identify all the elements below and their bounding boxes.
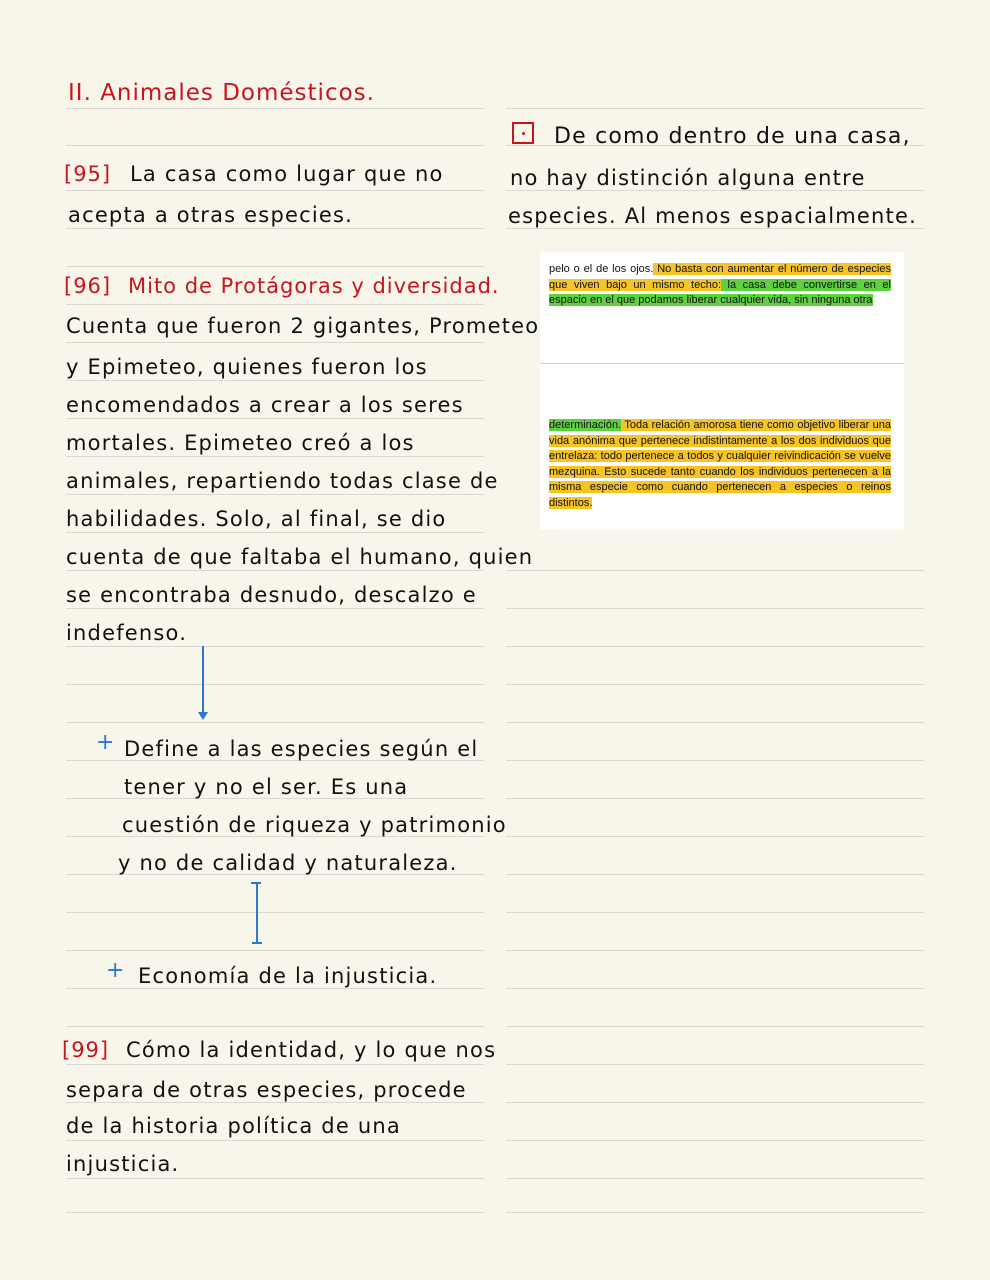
ruled-line	[66, 304, 484, 305]
note-ref: [95]	[64, 162, 112, 186]
note-line: y Epimeteo, quienes fueron los	[66, 355, 428, 379]
ruled-line	[66, 570, 484, 571]
ruled-line	[66, 684, 484, 685]
ruled-line	[66, 988, 484, 989]
todo-line: especies. Al menos espacialmente.	[508, 204, 917, 228]
ruled-line	[506, 190, 924, 191]
note-line: La casa como lugar que no	[130, 162, 444, 186]
ruled-line	[66, 1102, 484, 1103]
section-title: II. Animales Domésticos.	[68, 80, 375, 106]
yellow-highlight: Toda relación amorosa tiene como objetivo liberar una vida anónima que pertenece indistintamente a los dos individuos que entrelaza: todo pertenece a todos y cualquier reivindicación se vuelve mezquina. Esto sucede tanto cuando los individuos pertenecen a la misma especie como cuando pertenecen a especies o reinos distintos.	[549, 419, 891, 509]
checkbox-icon[interactable]	[512, 122, 534, 144]
ruled-line	[506, 684, 924, 685]
bullet-line: Economía de la injusticia.	[138, 964, 438, 988]
todo-line: no hay distinción alguna entre	[510, 166, 866, 190]
ruled-line	[66, 190, 484, 191]
note-line: cuenta de que faltaba el humano, quien	[66, 545, 534, 569]
ruled-line	[66, 1178, 484, 1179]
ruled-line	[66, 646, 484, 647]
bullet-line: y no de calidad y naturaleza.	[118, 851, 458, 875]
bullet-line: tener y no el ser. Es una	[124, 775, 409, 799]
yellow-highlight: No basta con aumentar el número de especies que viven bajo un mismo techo:	[549, 263, 891, 291]
ruled-line	[506, 1102, 924, 1103]
todo-line: De como dentro de una casa,	[554, 124, 911, 149]
ruled-line	[66, 494, 484, 495]
ruled-line	[506, 836, 924, 837]
ruled-line	[66, 380, 484, 381]
bullet-line: cuestión de riqueza y patrimonio	[122, 813, 507, 837]
note-heading: Mito de Protágoras y diversidad.	[128, 274, 500, 298]
ruled-line	[66, 1064, 484, 1065]
ruled-line	[506, 874, 924, 875]
ruled-line	[66, 1212, 484, 1213]
note-line: se encontraba desnudo, descalzo e	[66, 583, 477, 607]
arrow-end-icon	[252, 942, 262, 944]
plus-icon: +	[106, 958, 126, 983]
ruled-line	[506, 1140, 924, 1141]
ruled-line	[506, 570, 924, 571]
ruled-line	[506, 1064, 924, 1065]
note-line: separa de otras especies, procede	[66, 1078, 467, 1102]
ruled-line	[66, 532, 484, 533]
ruled-line	[66, 950, 484, 951]
ruled-line	[506, 646, 924, 647]
arrow-head-icon	[198, 712, 208, 720]
bullet-line: Define a las especies según el	[124, 737, 479, 761]
ruled-line	[506, 950, 924, 951]
note-ref: [96]	[64, 274, 112, 298]
note-line: animales, repartiendo todas clase de	[66, 469, 499, 493]
clipping-text	[549, 418, 891, 511]
ruled-line	[506, 1026, 924, 1027]
ruled-line	[506, 722, 924, 723]
down-arrow-icon	[202, 646, 204, 714]
note-line: Cuenta que fueron 2 gigantes, Prometeo	[66, 314, 540, 338]
book-clipping-1	[540, 252, 904, 364]
note-line: de la historia política de una	[66, 1114, 401, 1138]
green-highlight: determinación.	[549, 419, 622, 431]
ruled-line	[66, 456, 484, 457]
ruled-line	[506, 988, 924, 989]
note-line: habilidades. Solo, al final, se dio	[66, 507, 447, 531]
ruled-line	[66, 145, 484, 146]
note-line: injusticia.	[66, 1152, 180, 1176]
ruled-line	[66, 608, 484, 609]
note-line: mortales. Epimeteo creó a los	[66, 431, 415, 455]
ruled-line	[66, 912, 484, 913]
book-clipping-2	[540, 364, 904, 530]
plus-icon: +	[96, 730, 116, 755]
ruled-line	[66, 418, 484, 419]
note-ref: [99]	[62, 1038, 110, 1062]
ruled-line	[506, 1212, 924, 1213]
plain-text: pelo o el de los ojos.	[549, 263, 654, 275]
note-line: indefenso.	[66, 621, 188, 645]
ruled-line	[506, 1178, 924, 1179]
ruled-line	[506, 912, 924, 913]
ruled-line	[66, 228, 484, 229]
down-arrow-icon	[256, 882, 258, 942]
ruled-line	[66, 266, 484, 267]
ruled-line	[506, 608, 924, 609]
green-highlight: la casa debe convertirse en el espacio en el que podamos liberar cualquier vida, sin ninguna otra	[549, 278, 891, 306]
ruled-line	[506, 760, 924, 761]
ruled-line	[66, 1026, 484, 1027]
note-line: Cómo la identidad, y lo que nos	[126, 1038, 497, 1062]
ruled-line	[506, 108, 924, 109]
ruled-line	[66, 1140, 484, 1141]
note-line: acepta a otras especies.	[68, 203, 354, 227]
clipping-text	[549, 262, 891, 309]
note-line: encomendados a crear a los seres	[66, 393, 464, 417]
ruled-line	[506, 228, 924, 229]
ruled-line	[506, 798, 924, 799]
ruled-line	[66, 342, 484, 343]
ruled-line	[66, 722, 484, 723]
ruled-line	[66, 108, 484, 109]
